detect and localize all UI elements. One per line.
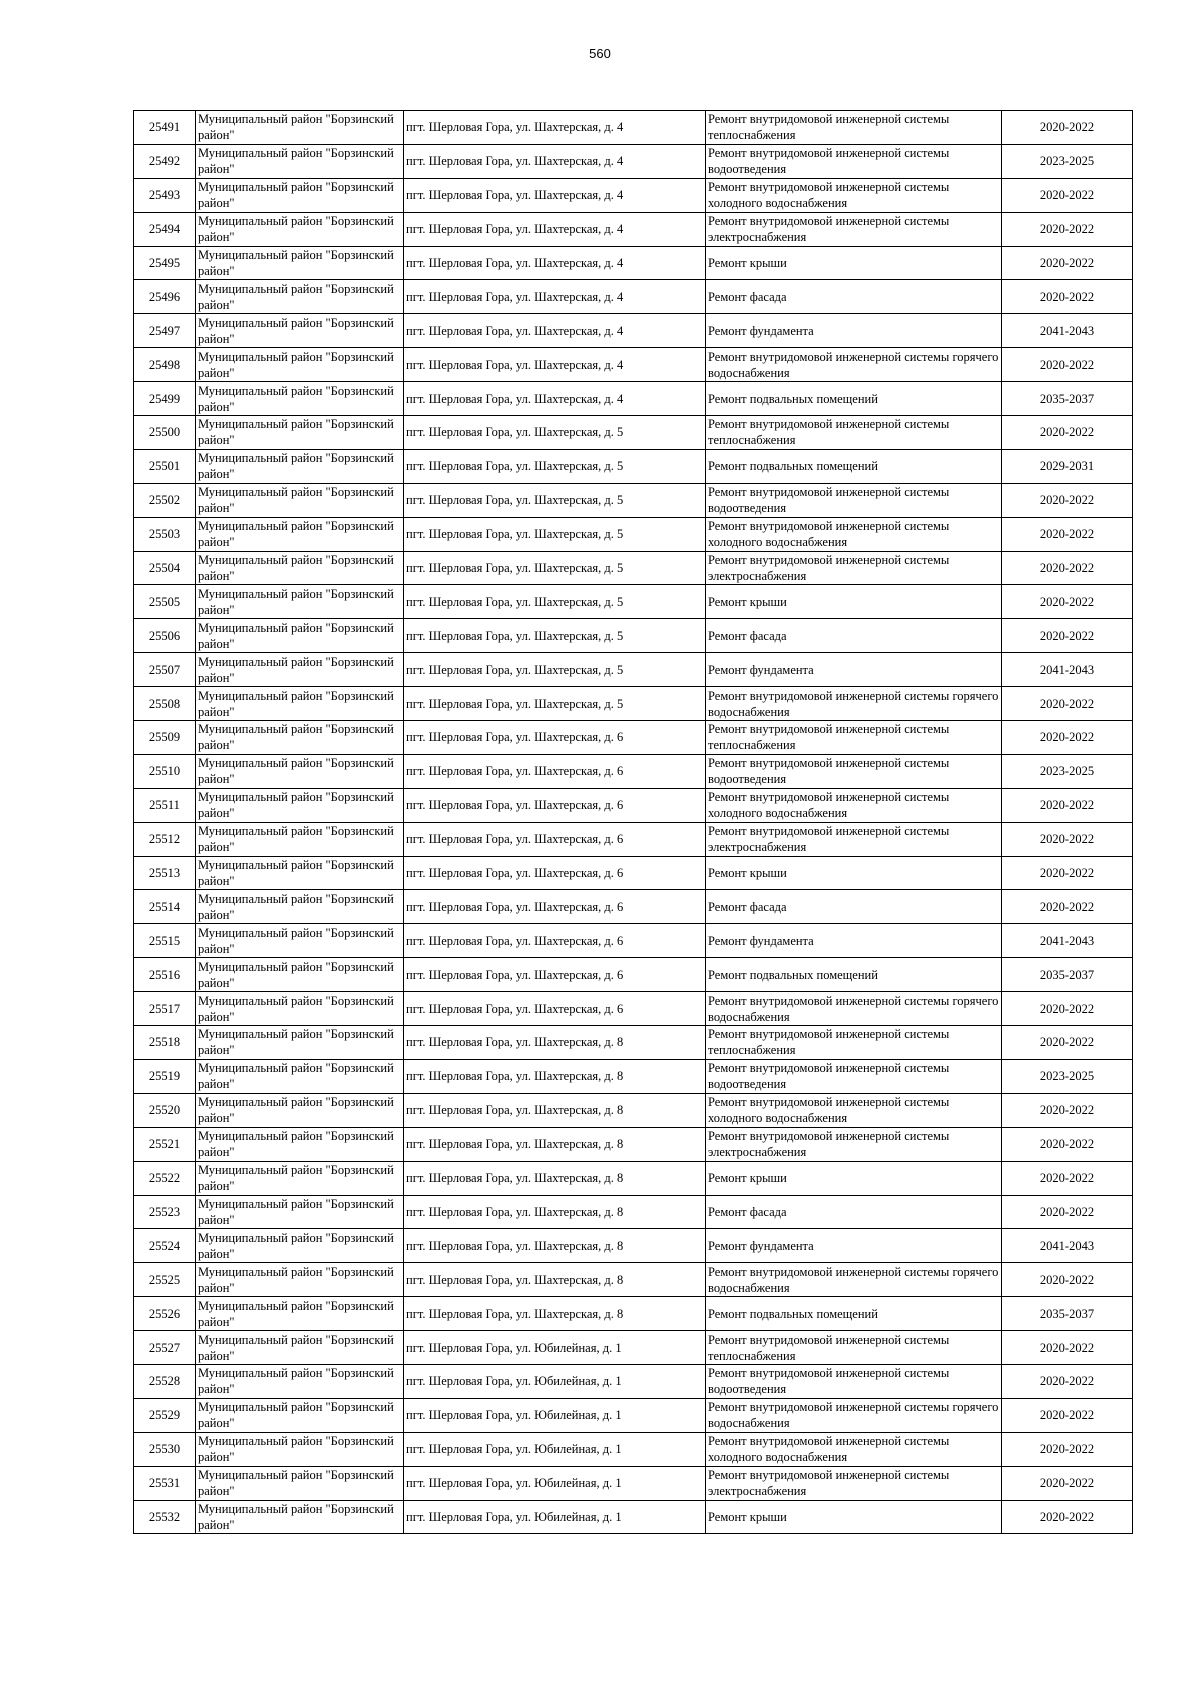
row-number-cell: 25504 [134,551,196,585]
period-cell: 2020-2022 [1002,1466,1133,1500]
table-row [134,382,1133,416]
row-number-cell: 25523 [134,1195,196,1229]
row-number-cell: 25507 [134,653,196,687]
period-cell: 2020-2022 [1002,348,1133,382]
period-cell: 2020-2022 [1002,585,1133,619]
table-row [134,1364,1133,1398]
row-number-cell: 25506 [134,619,196,653]
municipality-cell: Муниципальный район "Борзинский район" [196,1500,404,1534]
work-type-cell: Ремонт подвальных помещений [706,449,1002,483]
work-type-cell: Ремонт внутридомовой инженерной системы электроснабжения [706,551,1002,585]
period-cell: 2020-2022 [1002,1093,1133,1127]
work-type-cell: Ремонт фундамента [706,314,1002,348]
period-cell: 2020-2022 [1002,1026,1133,1060]
period-cell: 2023-2025 [1002,1059,1133,1093]
period-cell: 2020-2022 [1002,721,1133,755]
row-number-cell: 25530 [134,1432,196,1466]
period-cell: 2020-2022 [1002,280,1133,314]
address-cell: пгт. Шерловая Гора, ул. Шахтерская, д. 6 [404,856,706,890]
row-number-cell: 25524 [134,1229,196,1263]
table-row [134,246,1133,280]
repair-schedule-table [133,110,1133,1534]
row-number-cell: 25516 [134,958,196,992]
work-type-cell: Ремонт внутридомовой инженерной системы водоотведения [706,483,1002,517]
table-row [134,856,1133,890]
period-cell: 2041-2043 [1002,314,1133,348]
address-cell: пгт. Шерловая Гора, ул. Шахтерская, д. 6 [404,788,706,822]
address-cell: пгт. Шерловая Гора, ул. Шахтерская, д. 6 [404,992,706,1026]
address-cell: пгт. Шерловая Гора, ул. Юбилейная, д. 1 [404,1331,706,1365]
work-type-cell: Ремонт внутридомовой инженерной системы горячего водоснабжения [706,992,1002,1026]
address-cell: пгт. Шерловая Гора, ул. Шахтерская, д. 5 [404,517,706,551]
municipality-cell: Муниципальный район "Борзинский район" [196,178,404,212]
row-number-cell: 25513 [134,856,196,890]
table-row [134,1500,1133,1534]
municipality-cell: Муниципальный район "Борзинский район" [196,822,404,856]
work-type-cell: Ремонт внутридомовой инженерной системы водоотведения [706,1059,1002,1093]
municipality-cell: Муниципальный район "Борзинский район" [196,1364,404,1398]
municipality-cell: Муниципальный район "Борзинский район" [196,1059,404,1093]
row-number-cell: 25501 [134,449,196,483]
row-number-cell: 25532 [134,1500,196,1534]
work-type-cell: Ремонт внутридомовой инженерной системы горячего водоснабжения [706,1263,1002,1297]
municipality-cell: Муниципальный район "Борзинский район" [196,111,404,145]
table-row [134,348,1133,382]
period-cell: 2020-2022 [1002,246,1133,280]
period-cell: 2020-2022 [1002,619,1133,653]
work-type-cell: Ремонт внутридомовой инженерной системы холодного водоснабжения [706,517,1002,551]
row-number-cell: 25515 [134,924,196,958]
period-cell: 2020-2022 [1002,1398,1133,1432]
table-row [134,314,1133,348]
address-cell: пгт. Шерловая Гора, ул. Шахтерская, д. 4 [404,212,706,246]
table-row [134,1297,1133,1331]
table-row [134,1398,1133,1432]
work-type-cell: Ремонт подвальных помещений [706,1297,1002,1331]
address-cell: пгт. Шерловая Гора, ул. Юбилейная, д. 1 [404,1432,706,1466]
row-number-cell: 25528 [134,1364,196,1398]
table-row [134,111,1133,145]
work-type-cell: Ремонт внутридомовой инженерной системы теплоснабжения [706,721,1002,755]
period-cell: 2035-2037 [1002,382,1133,416]
work-type-cell: Ремонт внутридомовой инженерной системы теплоснабжения [706,416,1002,450]
row-number-cell: 25503 [134,517,196,551]
row-number-cell: 25495 [134,246,196,280]
address-cell: пгт. Шерловая Гора, ул. Шахтерская, д. 6 [404,890,706,924]
address-cell: пгт. Шерловая Гора, ул. Шахтерская, д. 8 [404,1297,706,1331]
municipality-cell: Муниципальный район "Борзинский район" [196,551,404,585]
municipality-cell: Муниципальный район "Борзинский район" [196,1229,404,1263]
address-cell: пгт. Шерловая Гора, ул. Юбилейная, д. 1 [404,1364,706,1398]
work-type-cell: Ремонт внутридомовой инженерной системы электроснабжения [706,822,1002,856]
row-number-cell: 25512 [134,822,196,856]
row-number-cell: 25526 [134,1297,196,1331]
page-number: 560 [589,46,611,61]
municipality-cell: Муниципальный район "Борзинский район" [196,721,404,755]
address-cell: пгт. Шерловая Гора, ул. Шахтерская, д. 8 [404,1229,706,1263]
address-cell: пгт. Шерловая Гора, ул. Шахтерская, д. 4 [404,348,706,382]
municipality-cell: Муниципальный район "Борзинский район" [196,856,404,890]
municipality-cell: Муниципальный район "Борзинский район" [196,144,404,178]
period-cell: 2023-2025 [1002,144,1133,178]
table-row [134,788,1133,822]
period-cell: 2041-2043 [1002,653,1133,687]
work-type-cell: Ремонт фасада [706,890,1002,924]
period-cell: 2023-2025 [1002,754,1133,788]
address-cell: пгт. Шерловая Гора, ул. Шахтерская, д. 8 [404,1161,706,1195]
work-type-cell: Ремонт подвальных помещений [706,958,1002,992]
municipality-cell: Муниципальный район "Борзинский район" [196,924,404,958]
period-cell: 2020-2022 [1002,1500,1133,1534]
period-cell: 2020-2022 [1002,1263,1133,1297]
municipality-cell: Муниципальный район "Борзинский район" [196,1466,404,1500]
row-number-cell: 25510 [134,754,196,788]
address-cell: пгт. Шерловая Гора, ул. Шахтерская, д. 8 [404,1195,706,1229]
table-row [134,1263,1133,1297]
address-cell: пгт. Шерловая Гора, ул. Шахтерская, д. 8 [404,1093,706,1127]
row-number-cell: 25527 [134,1331,196,1365]
row-number-cell: 25509 [134,721,196,755]
table-row [134,585,1133,619]
work-type-cell: Ремонт внутридомовой инженерной системы холодного водоснабжения [706,1432,1002,1466]
address-cell: пгт. Шерловая Гора, ул. Шахтерская, д. 6 [404,754,706,788]
table-body [134,111,1133,1534]
municipality-cell: Муниципальный район "Борзинский район" [196,653,404,687]
municipality-cell: Муниципальный район "Борзинский район" [196,1093,404,1127]
table-row [134,1466,1133,1500]
table-row [134,1093,1133,1127]
table-row [134,1331,1133,1365]
work-type-cell: Ремонт внутридомовой инженерной системы холодного водоснабжения [706,178,1002,212]
row-number-cell: 25511 [134,788,196,822]
work-type-cell: Ремонт фундамента [706,1229,1002,1263]
table-row [134,754,1133,788]
row-number-cell: 25498 [134,348,196,382]
work-type-cell: Ремонт внутридомовой инженерной системы электроснабжения [706,1127,1002,1161]
municipality-cell: Муниципальный район "Борзинский район" [196,687,404,721]
address-cell: пгт. Шерловая Гора, ул. Шахтерская, д. 6 [404,721,706,755]
table-row [134,1432,1133,1466]
address-cell: пгт. Шерловая Гора, ул. Юбилейная, д. 1 [404,1398,706,1432]
address-cell: пгт. Шерловая Гора, ул. Шахтерская, д. 4 [404,382,706,416]
table-row [134,1195,1133,1229]
table-row [134,449,1133,483]
address-cell: пгт. Шерловая Гора, ул. Шахтерская, д. 5 [404,449,706,483]
period-cell: 2020-2022 [1002,517,1133,551]
period-cell: 2035-2037 [1002,958,1133,992]
municipality-cell: Муниципальный район "Борзинский район" [196,958,404,992]
period-cell: 2035-2037 [1002,1297,1133,1331]
period-cell: 2020-2022 [1002,212,1133,246]
row-number-cell: 25494 [134,212,196,246]
municipality-cell: Муниципальный район "Борзинский район" [196,1127,404,1161]
row-number-cell: 25519 [134,1059,196,1093]
work-type-cell: Ремонт внутридомовой инженерной системы горячего водоснабжения [706,1398,1002,1432]
row-number-cell: 25514 [134,890,196,924]
municipality-cell: Муниципальный район "Борзинский район" [196,1263,404,1297]
table-row [134,280,1133,314]
row-number-cell: 25508 [134,687,196,721]
period-cell: 2041-2043 [1002,924,1133,958]
row-number-cell: 25497 [134,314,196,348]
work-type-cell: Ремонт фундамента [706,924,1002,958]
work-type-cell: Ремонт внутридомовой инженерной системы теплоснабжения [706,1026,1002,1060]
address-cell: пгт. Шерловая Гора, ул. Шахтерская, д. 8 [404,1127,706,1161]
period-cell: 2020-2022 [1002,178,1133,212]
row-number-cell: 25500 [134,416,196,450]
table-row [134,517,1133,551]
address-cell: пгт. Шерловая Гора, ул. Шахтерская, д. 5 [404,551,706,585]
address-cell: пгт. Шерловая Гора, ул. Шахтерская, д. 4 [404,280,706,314]
period-cell: 2020-2022 [1002,856,1133,890]
period-cell: 2020-2022 [1002,111,1133,145]
work-type-cell: Ремонт подвальных помещений [706,382,1002,416]
address-cell: пгт. Шерловая Гора, ул. Шахтерская, д. 6 [404,822,706,856]
municipality-cell: Муниципальный район "Борзинский район" [196,449,404,483]
period-cell: 2020-2022 [1002,788,1133,822]
municipality-cell: Муниципальный район "Борзинский район" [196,416,404,450]
municipality-cell: Муниципальный район "Борзинский район" [196,483,404,517]
work-type-cell: Ремонт внутридомовой инженерной системы электроснабжения [706,212,1002,246]
period-cell: 2020-2022 [1002,551,1133,585]
table-row [134,992,1133,1026]
municipality-cell: Муниципальный район "Борзинский район" [196,1026,404,1060]
work-type-cell: Ремонт фундамента [706,653,1002,687]
address-cell: пгт. Шерловая Гора, ул. Шахтерская, д. 5 [404,416,706,450]
work-type-cell: Ремонт крыши [706,1500,1002,1534]
address-cell: пгт. Шерловая Гора, ул. Шахтерская, д. 8 [404,1059,706,1093]
address-cell: пгт. Шерловая Гора, ул. Шахтерская, д. 5 [404,619,706,653]
municipality-cell: Муниципальный район "Борзинский район" [196,1195,404,1229]
table-row [134,822,1133,856]
work-type-cell: Ремонт крыши [706,856,1002,890]
municipality-cell: Муниципальный район "Борзинский район" [196,382,404,416]
row-number-cell: 25502 [134,483,196,517]
municipality-cell: Муниципальный район "Борзинский район" [196,314,404,348]
row-number-cell: 25499 [134,382,196,416]
municipality-cell: Муниципальный район "Борзинский район" [196,1398,404,1432]
address-cell: пгт. Шерловая Гора, ул. Шахтерская, д. 6 [404,958,706,992]
municipality-cell: Муниципальный район "Борзинский район" [196,788,404,822]
period-cell: 2020-2022 [1002,416,1133,450]
address-cell: пгт. Шерловая Гора, ул. Шахтерская, д. 4 [404,111,706,145]
table-row [134,958,1133,992]
work-type-cell: Ремонт внутридомовой инженерной системы холодного водоснабжения [706,788,1002,822]
work-type-cell: Ремонт фасада [706,1195,1002,1229]
period-cell: 2020-2022 [1002,992,1133,1026]
period-cell: 2020-2022 [1002,483,1133,517]
address-cell: пгт. Шерловая Гора, ул. Шахтерская, д. 5 [404,585,706,619]
table-row [134,619,1133,653]
municipality-cell: Муниципальный район "Борзинский район" [196,517,404,551]
table-row [134,551,1133,585]
work-type-cell: Ремонт фасада [706,619,1002,653]
address-cell: пгт. Шерловая Гора, ул. Юбилейная, д. 1 [404,1466,706,1500]
period-cell: 2029-2031 [1002,449,1133,483]
table-row [134,1059,1133,1093]
work-type-cell: Ремонт внутридомовой инженерной системы электроснабжения [706,1466,1002,1500]
row-number-cell: 25521 [134,1127,196,1161]
table-row [134,178,1133,212]
period-cell: 2020-2022 [1002,687,1133,721]
municipality-cell: Муниципальный район "Борзинский район" [196,280,404,314]
work-type-cell: Ремонт внутридомовой инженерной системы теплоснабжения [706,111,1002,145]
address-cell: пгт. Шерловая Гора, ул. Шахтерская, д. 4 [404,314,706,348]
table-row [134,483,1133,517]
address-cell: пгт. Шерловая Гора, ул. Шахтерская, д. 4 [404,144,706,178]
municipality-cell: Муниципальный район "Борзинский район" [196,1161,404,1195]
work-type-cell: Ремонт фасада [706,280,1002,314]
table-row [134,212,1133,246]
row-number-cell: 25496 [134,280,196,314]
table-row [134,721,1133,755]
municipality-cell: Муниципальный район "Борзинский район" [196,619,404,653]
municipality-cell: Муниципальный район "Борзинский район" [196,246,404,280]
address-cell: пгт. Шерловая Гора, ул. Шахтерская, д. 4 [404,178,706,212]
table-row [134,687,1133,721]
work-type-cell: Ремонт крыши [706,585,1002,619]
work-type-cell: Ремонт крыши [706,1161,1002,1195]
period-cell: 2041-2043 [1002,1229,1133,1263]
row-number-cell: 25522 [134,1161,196,1195]
row-number-cell: 25493 [134,178,196,212]
period-cell: 2020-2022 [1002,1364,1133,1398]
row-number-cell: 25491 [134,111,196,145]
municipality-cell: Муниципальный район "Борзинский район" [196,212,404,246]
table-row [134,1229,1133,1263]
municipality-cell: Муниципальный район "Борзинский район" [196,348,404,382]
period-cell: 2020-2022 [1002,1331,1133,1365]
row-number-cell: 25518 [134,1026,196,1060]
municipality-cell: Муниципальный район "Борзинский район" [196,1297,404,1331]
row-number-cell: 25517 [134,992,196,1026]
work-type-cell: Ремонт внутридомовой инженерной системы горячего водоснабжения [706,348,1002,382]
municipality-cell: Муниципальный район "Борзинский район" [196,585,404,619]
municipality-cell: Муниципальный район "Борзинский район" [196,890,404,924]
address-cell: пгт. Шерловая Гора, ул. Юбилейная, д. 1 [404,1500,706,1534]
row-number-cell: 25492 [134,144,196,178]
table-row [134,890,1133,924]
period-cell: 2020-2022 [1002,1127,1133,1161]
address-cell: пгт. Шерловая Гора, ул. Шахтерская, д. 8 [404,1263,706,1297]
period-cell: 2020-2022 [1002,1161,1133,1195]
municipality-cell: Муниципальный район "Борзинский район" [196,1432,404,1466]
row-number-cell: 25529 [134,1398,196,1432]
address-cell: пгт. Шерловая Гора, ул. Шахтерская, д. 6 [404,924,706,958]
work-type-cell: Ремонт внутридомовой инженерной системы теплоснабжения [706,1331,1002,1365]
period-cell: 2020-2022 [1002,1432,1133,1466]
row-number-cell: 25520 [134,1093,196,1127]
table-row [134,416,1133,450]
table-row [134,653,1133,687]
period-cell: 2020-2022 [1002,822,1133,856]
address-cell: пгт. Шерловая Гора, ул. Шахтерская, д. 5 [404,653,706,687]
row-number-cell: 25525 [134,1263,196,1297]
table-row [134,1026,1133,1060]
work-type-cell: Ремонт внутридомовой инженерной системы водоотведения [706,144,1002,178]
period-cell: 2020-2022 [1002,1195,1133,1229]
address-cell: пгт. Шерловая Гора, ул. Шахтерская, д. 5 [404,483,706,517]
table-row [134,144,1133,178]
work-type-cell: Ремонт внутридомовой инженерной системы горячего водоснабжения [706,687,1002,721]
row-number-cell: 25531 [134,1466,196,1500]
address-cell: пгт. Шерловая Гора, ул. Шахтерская, д. 4 [404,246,706,280]
address-cell: пгт. Шерловая Гора, ул. Шахтерская, д. 5 [404,687,706,721]
municipality-cell: Муниципальный район "Борзинский район" [196,992,404,1026]
row-number-cell: 25505 [134,585,196,619]
period-cell: 2020-2022 [1002,890,1133,924]
table-row [134,1127,1133,1161]
municipality-cell: Муниципальный район "Борзинский район" [196,754,404,788]
municipality-cell: Муниципальный район "Борзинский район" [196,1331,404,1365]
table-row [134,1161,1133,1195]
address-cell: пгт. Шерловая Гора, ул. Шахтерская, д. 8 [404,1026,706,1060]
work-type-cell: Ремонт крыши [706,246,1002,280]
work-type-cell: Ремонт внутридомовой инженерной системы водоотведения [706,754,1002,788]
work-type-cell: Ремонт внутридомовой инженерной системы водоотведения [706,1364,1002,1398]
work-type-cell: Ремонт внутридомовой инженерной системы холодного водоснабжения [706,1093,1002,1127]
table-row [134,924,1133,958]
